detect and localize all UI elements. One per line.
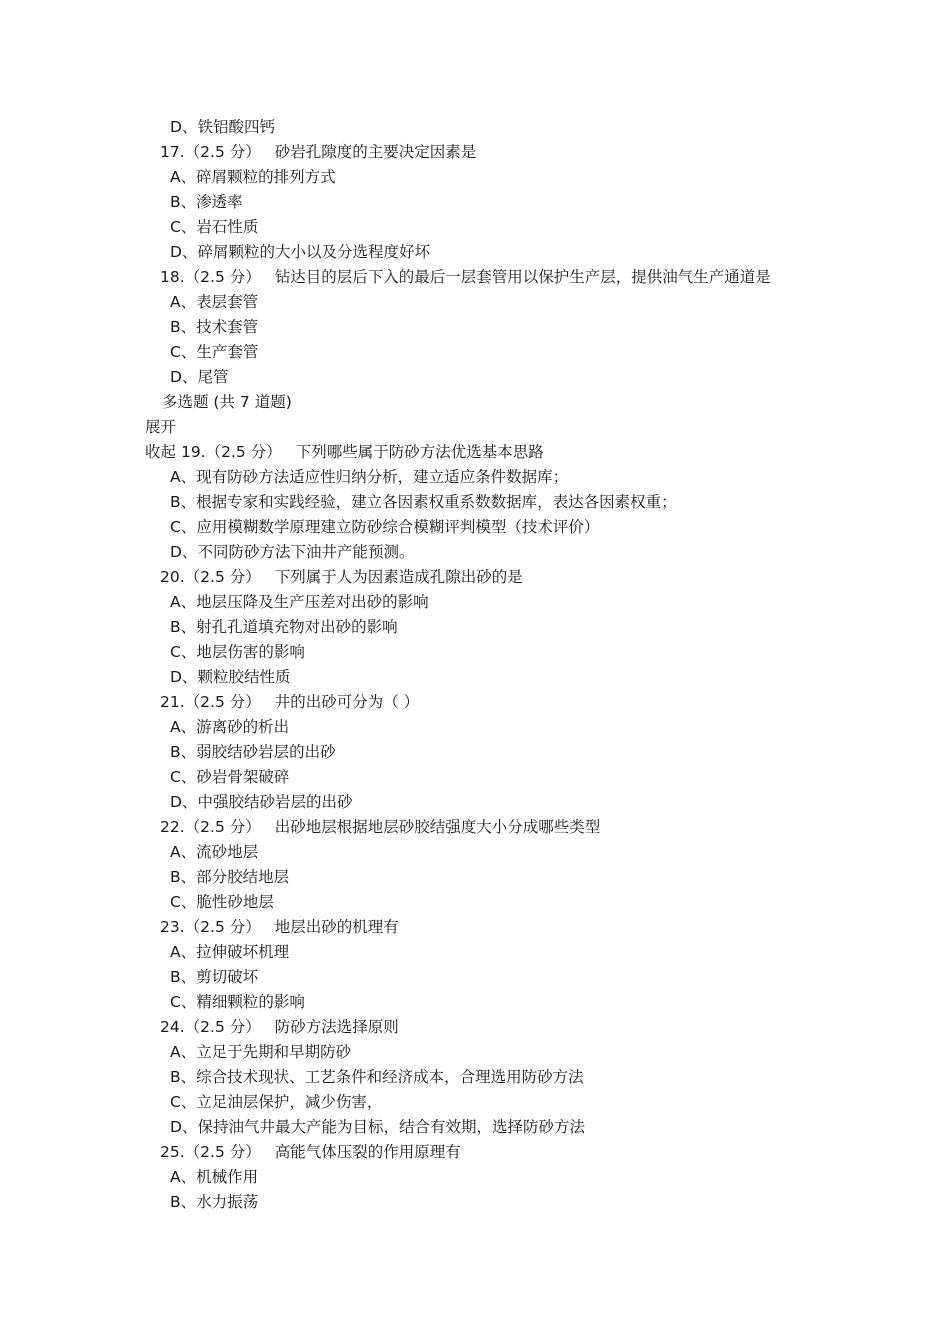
option-text: 部分胶结地层 xyxy=(196,868,290,886)
question-text: 防砂方法选择原则 xyxy=(274,1018,399,1036)
option-label: A、 xyxy=(170,1168,197,1186)
option-item[interactable] xyxy=(170,215,258,240)
option-label: C、 xyxy=(170,518,197,536)
question-points: （2.5 分） xyxy=(184,1143,261,1161)
option-text: 保持油气井最大产能为目标，结合有效期，选择防砂方法 xyxy=(197,1118,585,1136)
option-item[interactable] xyxy=(170,240,430,265)
question-21-stem xyxy=(160,690,419,715)
question-number: 25. xyxy=(160,1143,185,1161)
option-label: C、 xyxy=(170,993,197,1011)
option-item[interactable] xyxy=(170,940,289,965)
option-text: 碎屑颗粒的排列方式 xyxy=(196,168,336,186)
option-label: B、 xyxy=(170,618,197,636)
option-item[interactable] xyxy=(170,615,398,640)
question-points: （2.5 分） xyxy=(184,568,261,586)
option-item[interactable] xyxy=(170,365,228,390)
option-text: 剪切破坏 xyxy=(196,968,259,986)
option-item[interactable] xyxy=(170,1090,382,1115)
question-text: 钻达目的层后下入的最后一层套管用以保护生产层，提供油气生产通道是 xyxy=(274,268,771,286)
question-text: 出砂地层根据地层砂胶结强度大小分成哪些类型 xyxy=(274,818,601,836)
question-points: （2.5 分） xyxy=(184,1018,261,1036)
option-label: A、 xyxy=(170,718,197,736)
option-text: 弱胶结砂岩层的出砂 xyxy=(196,743,336,761)
option-item[interactable] xyxy=(170,290,258,315)
option-item[interactable] xyxy=(170,665,290,690)
option-label: D、 xyxy=(170,543,198,561)
option-text: 拉伸破坏机理 xyxy=(196,943,290,961)
option-label: D、 xyxy=(170,118,198,136)
option-item[interactable] xyxy=(170,1065,584,1090)
question-23-stem xyxy=(160,915,399,940)
option-label: A、 xyxy=(170,168,197,186)
option-item[interactable] xyxy=(170,740,336,765)
option-label: B、 xyxy=(170,1193,197,1211)
collapse-link[interactable]: 收起 xyxy=(145,443,177,461)
option-text: 表层套管 xyxy=(196,293,259,311)
option-label: C、 xyxy=(170,218,197,236)
question-number: 21. xyxy=(160,693,185,711)
question-number: 18. xyxy=(160,268,185,286)
option-label: D、 xyxy=(170,1118,198,1136)
option-item[interactable] xyxy=(170,165,336,190)
option-item[interactable] xyxy=(170,465,568,490)
option-label: B、 xyxy=(170,493,197,511)
option-text: 砂岩骨架破碎 xyxy=(196,768,290,786)
question-19-stem xyxy=(145,440,544,465)
question-20-stem xyxy=(160,565,523,590)
option-label: D、 xyxy=(170,368,198,386)
option-text: 渗透率 xyxy=(196,193,243,211)
option-text: 现有防砂方法适应性归纳分析，建立适应条件数据库； xyxy=(196,468,569,486)
question-text: 下列属于人为因素造成孔隙出砂的是 xyxy=(274,568,523,586)
option-label: D、 xyxy=(170,668,198,686)
option-label: A、 xyxy=(170,1043,197,1061)
option-label: A、 xyxy=(170,843,197,861)
option-item[interactable] xyxy=(170,865,289,890)
option-item[interactable] xyxy=(170,115,275,140)
question-number: 24. xyxy=(160,1018,185,1036)
option-item[interactable] xyxy=(170,1165,258,1190)
option-label: A、 xyxy=(170,468,197,486)
option-item[interactable] xyxy=(170,715,289,740)
option-label: C、 xyxy=(170,768,197,786)
question-18-stem xyxy=(160,265,771,290)
option-item[interactable] xyxy=(170,965,258,990)
option-text: 技术套管 xyxy=(196,318,259,336)
option-label: B、 xyxy=(170,193,197,211)
option-item[interactable] xyxy=(170,340,258,365)
option-item[interactable] xyxy=(170,1115,585,1140)
option-item[interactable] xyxy=(170,640,305,665)
question-text: 砂岩孔隙度的主要决定因素是 xyxy=(274,143,477,161)
question-points: （2.5 分） xyxy=(205,443,282,461)
option-item[interactable] xyxy=(170,1190,258,1215)
option-text: 不同防砂方法下油井产能预测。 xyxy=(197,543,415,561)
option-text: 地层伤害的影响 xyxy=(196,643,305,661)
question-25-stem xyxy=(160,1140,461,1165)
option-label: B、 xyxy=(170,868,197,886)
option-label: B、 xyxy=(170,743,197,761)
option-text: 脆性砂地层 xyxy=(196,893,274,911)
question-text: 高能气体压裂的作用原理有 xyxy=(274,1143,461,1161)
option-text: 中强胶结砂岩层的出砂 xyxy=(197,793,353,811)
option-label: B、 xyxy=(170,318,197,336)
question-text: 地层出砂的机理有 xyxy=(274,918,399,936)
option-text: 尾管 xyxy=(197,368,229,386)
option-item[interactable] xyxy=(170,1040,351,1065)
question-points: （2.5 分） xyxy=(184,143,261,161)
option-item[interactable] xyxy=(170,765,289,790)
option-text: 碎屑颗粒的大小以及分选程度好坏 xyxy=(197,243,430,261)
option-item[interactable] xyxy=(170,315,258,340)
option-text: 地层压降及生产压差对出砂的影响 xyxy=(196,593,429,611)
option-text: 应用模糊数学原理建立防砂综合模糊评判模型（技术评价） xyxy=(196,518,600,536)
option-text: 射孔孔道填充物对出砂的影响 xyxy=(196,618,398,636)
question-number: 20. xyxy=(160,568,185,586)
option-label: D、 xyxy=(170,793,198,811)
option-label: D、 xyxy=(170,243,198,261)
option-text: 立足油层保护，减少伤害， xyxy=(196,1093,383,1111)
question-number: 17. xyxy=(160,143,185,161)
option-text: 综合技术现状、工艺条件和经济成本，合理选用防砂方法 xyxy=(196,1068,584,1086)
option-text: 岩石性质 xyxy=(196,218,259,236)
option-text: 生产套管 xyxy=(196,343,259,361)
question-22-stem xyxy=(160,815,600,840)
option-label: A、 xyxy=(170,593,197,611)
option-item[interactable] xyxy=(170,790,352,815)
option-label: B、 xyxy=(170,1068,197,1086)
option-item[interactable] xyxy=(170,990,305,1015)
option-text: 水力振荡 xyxy=(196,1193,259,1211)
option-label: A、 xyxy=(170,943,197,961)
option-item[interactable] xyxy=(170,190,243,215)
option-label: C、 xyxy=(170,893,197,911)
option-item[interactable] xyxy=(170,490,677,515)
option-text: 精细颗粒的影响 xyxy=(196,993,305,1011)
option-label: C、 xyxy=(170,1093,197,1111)
question-24-stem xyxy=(160,1015,399,1040)
question-text: 下列哪些属于防砂方法优选基本思路 xyxy=(295,443,544,461)
question-points: （2.5 分） xyxy=(184,693,261,711)
option-label: B、 xyxy=(170,968,197,986)
option-item[interactable] xyxy=(170,540,414,565)
question-number: 23. xyxy=(160,918,185,936)
option-item[interactable] xyxy=(170,515,599,540)
option-item[interactable] xyxy=(170,590,429,615)
option-text: 机械作用 xyxy=(196,1168,259,1186)
option-label: C、 xyxy=(170,343,197,361)
option-text: 流砂地层 xyxy=(196,843,259,861)
question-number: 19. xyxy=(180,443,206,461)
question-points: （2.5 分） xyxy=(184,918,261,936)
question-text: 井的出砂可分为（ ） xyxy=(274,693,420,711)
section-title: 多选题 (共 7 道题) xyxy=(162,393,292,411)
option-item[interactable] xyxy=(170,890,274,915)
question-points: （2.5 分） xyxy=(184,268,261,286)
option-label: A、 xyxy=(170,293,197,311)
question-points: （2.5 分） xyxy=(184,818,261,836)
option-text: 立足于先期和早期防砂 xyxy=(196,1043,352,1061)
option-item[interactable] xyxy=(170,840,258,865)
option-text: 颗粒胶结性质 xyxy=(197,668,291,686)
expand-link[interactable]: 展开 xyxy=(145,418,177,436)
option-text: 游离砂的析出 xyxy=(196,718,290,736)
option-text: 根据专家和实践经验，建立各因素权重系数数据库，表达各因素权重； xyxy=(196,493,677,511)
option-label: C、 xyxy=(170,643,197,661)
question-17-stem xyxy=(160,140,476,165)
option-text: 铁铝酸四钙 xyxy=(197,118,275,136)
question-number: 22. xyxy=(160,818,185,836)
